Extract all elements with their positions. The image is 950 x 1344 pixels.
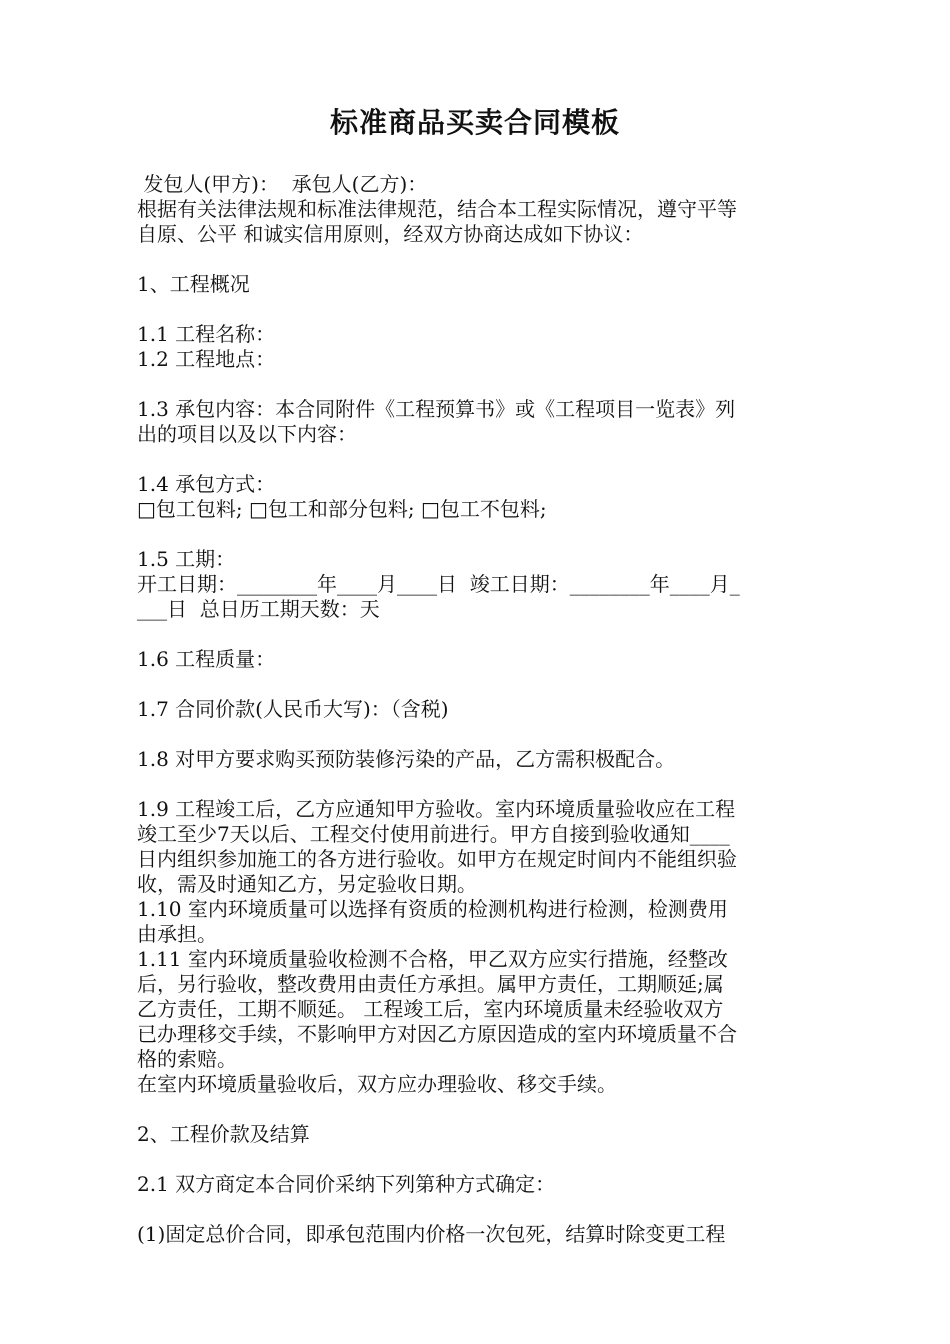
text-line: 在室内环境质量验收后，双方应办理验收、移交手续。 [137, 1072, 617, 1096]
text-line: 根据有关法律法规和标准法律规范，结合本工程实际情况，遵守平等 [137, 197, 737, 221]
text-line: 出的项目以及以下内容： [137, 422, 357, 446]
blank-line [137, 372, 817, 397]
blank-line [137, 1147, 817, 1172]
text-line: 1.7 合同价款(人民币大写)：（含税) [137, 697, 449, 721]
text-line: 后，另行验收，整改费用由责任方承担。属甲方责任，工期顺延;属 [137, 972, 724, 996]
blank-line [137, 522, 817, 547]
text-line: 自原、公平 和诚实信用原则，经双方协商达成如下协议： [137, 222, 644, 246]
text-line: ___日 总日历工期天数：天 [137, 597, 380, 621]
blank-line [137, 247, 817, 272]
text-line: 1.9 工程竣工后，乙方应通知甲方验收。室内环境质量验收应在工程 [137, 797, 736, 821]
text-line: 由承担。 [137, 922, 217, 946]
text-line: 已办理移交手续，不影响甲方对因乙方原因造成的室内环境质量不合 [137, 1022, 737, 1046]
text-line: 竣工至少7天以后、工程交付使用前进行。甲方自接到验收通知____ [137, 822, 730, 846]
text-line: 1.1 工程名称： [137, 322, 276, 346]
text-line: 日内组织参加施工的各方进行验收。如甲方在规定时间内不能组织验 [137, 847, 737, 871]
text-line: 格的索赔。 [137, 1047, 237, 1071]
document-body [137, 172, 817, 1247]
blank-line [137, 1097, 817, 1122]
text-line: 1、工程概况 [137, 272, 250, 296]
text-line: 发包人(甲方)： 承包人(乙方)： [137, 172, 428, 196]
blank-line [137, 722, 817, 747]
text-line: 1.5 工期： [137, 547, 236, 571]
text-line: 1.11 室内环境质量验收检测不合格，甲乙双方应实行措施，经整改 [137, 947, 728, 971]
blank-line [137, 772, 817, 797]
text-line: 2、工程价款及结算 [137, 1122, 310, 1146]
text-line: 开工日期：________年____月____日 竣工日期：________年____月_ [137, 572, 740, 596]
blank-line [137, 447, 817, 472]
text-line: 1.4 承包方式： [137, 472, 276, 496]
text-line: 1.6 工程质量： [137, 647, 276, 671]
text-line: 1.3 承包内容：本合同附件《工程预算书》或《工程项目一览表》列 [137, 397, 736, 421]
text-line: 1.2 工程地点： [137, 347, 276, 371]
blank-line [137, 1197, 817, 1222]
text-line: 乙方责任，工期不顺延。 工程竣工后，室内环境质量未经验收双方 [137, 997, 724, 1021]
text-line: □包工包料; □包工和部分包料; □包工不包料; [137, 497, 547, 521]
blank-line [137, 672, 817, 697]
blank-line [137, 622, 817, 647]
text-line: 2.1 双方商定本合同价采纳下列第种方式确定： [137, 1172, 556, 1196]
text-line: (1)固定总价合同，即承包范围内价格一次包死，结算时除变更工程 [137, 1222, 726, 1246]
document-title: 标准商品买卖合同模板 [329, 106, 620, 139]
text-line: 1.8 对甲方要求购买预防装修污染的产品，乙方需积极配合。 [137, 747, 676, 771]
blank-line [137, 297, 817, 322]
text-line: 收，需及时通知乙方，另定验收日期。 [137, 872, 477, 896]
text-line: 1.10 室内环境质量可以选择有资质的检测机构进行检测，检测费用 [137, 897, 728, 921]
